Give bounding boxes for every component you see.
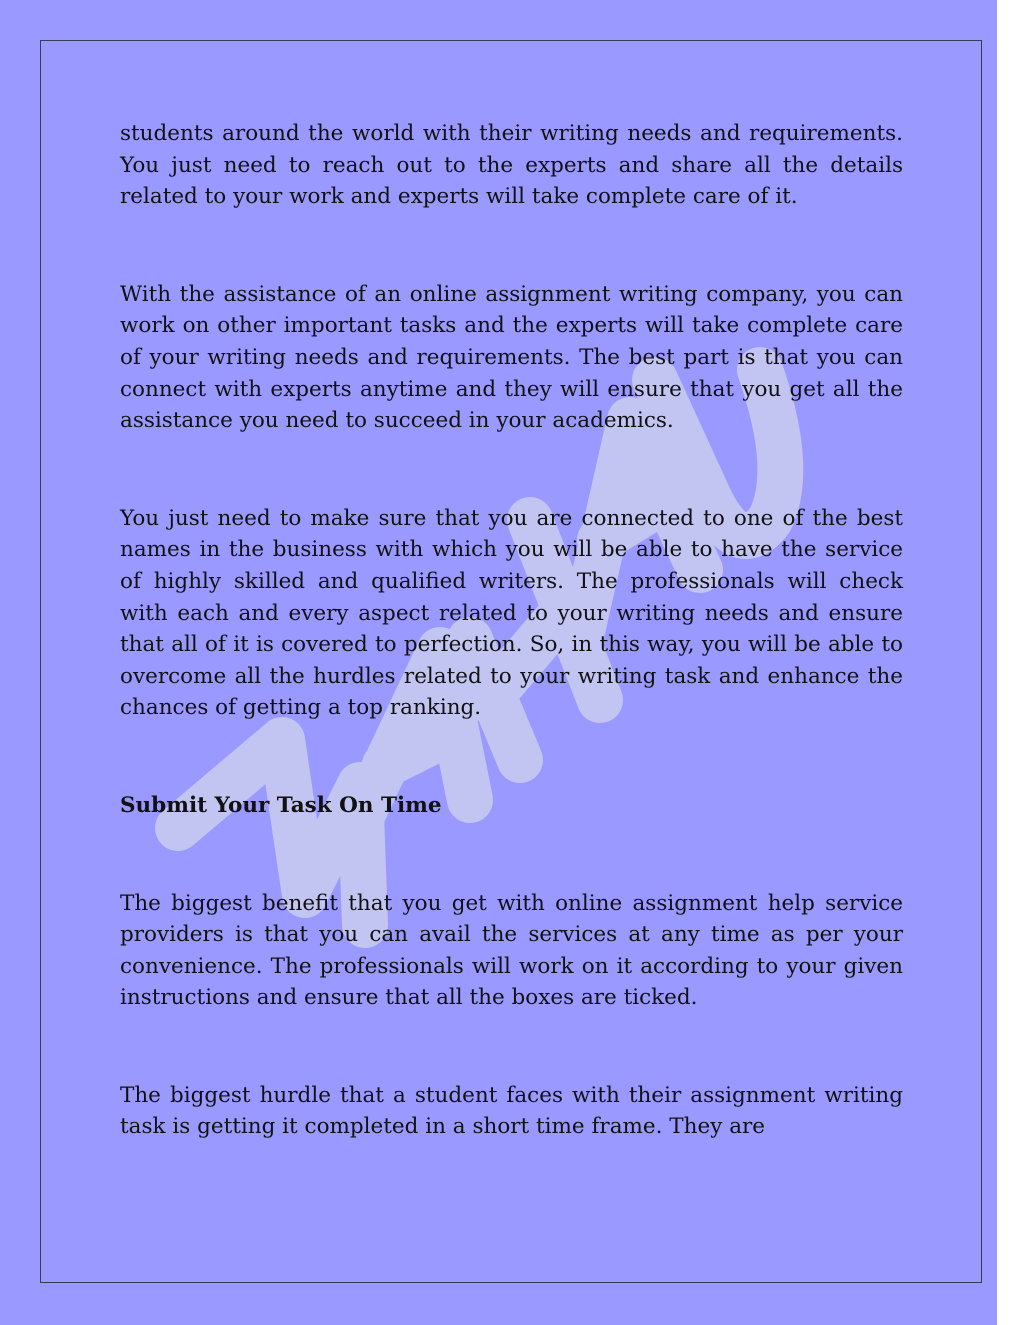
paragraph-5: The biggest hurdle that a student faces with their assignment writing task is getting it completed in a short time frame. They are [120, 1082, 903, 1140]
paragraph-3: You just need to make sure that you are connected to one of the best names in the business with which you will be able to have the service of highly skilled and qualified writers. The professionals will check with each and every aspect related to your writing needs and ensure that all of it is covered to perfection. So, in this way, you will be able to overcome all the hurdles related to your writing task and enhance the chances of getting a top ranking. [120, 505, 903, 721]
document-body [120, 118, 903, 1143]
paragraph-2: With the assistance of an online assignment writing company, you can work on other important tasks and the experts will take complete care of your writing needs and requirements. The best part is that you can connect with experts anytime and they will ensure that you get all the assistance you need to succeed in your academics. [120, 281, 903, 434]
section-heading: Submit Your Task On Time [120, 792, 442, 818]
paragraph-4: The biggest benefit that you get with online assignment help service providers is that you can avail the services at any time as per your convenience. The professionals will work on it according to your given instructions and ensure that all the boxes are ticked. [120, 890, 903, 1011]
paragraph-1: students around the world with their writing needs and requirements. You just need to reach out to the experts and share all the details related to your work and experts will take complete care of it. [120, 121, 903, 210]
